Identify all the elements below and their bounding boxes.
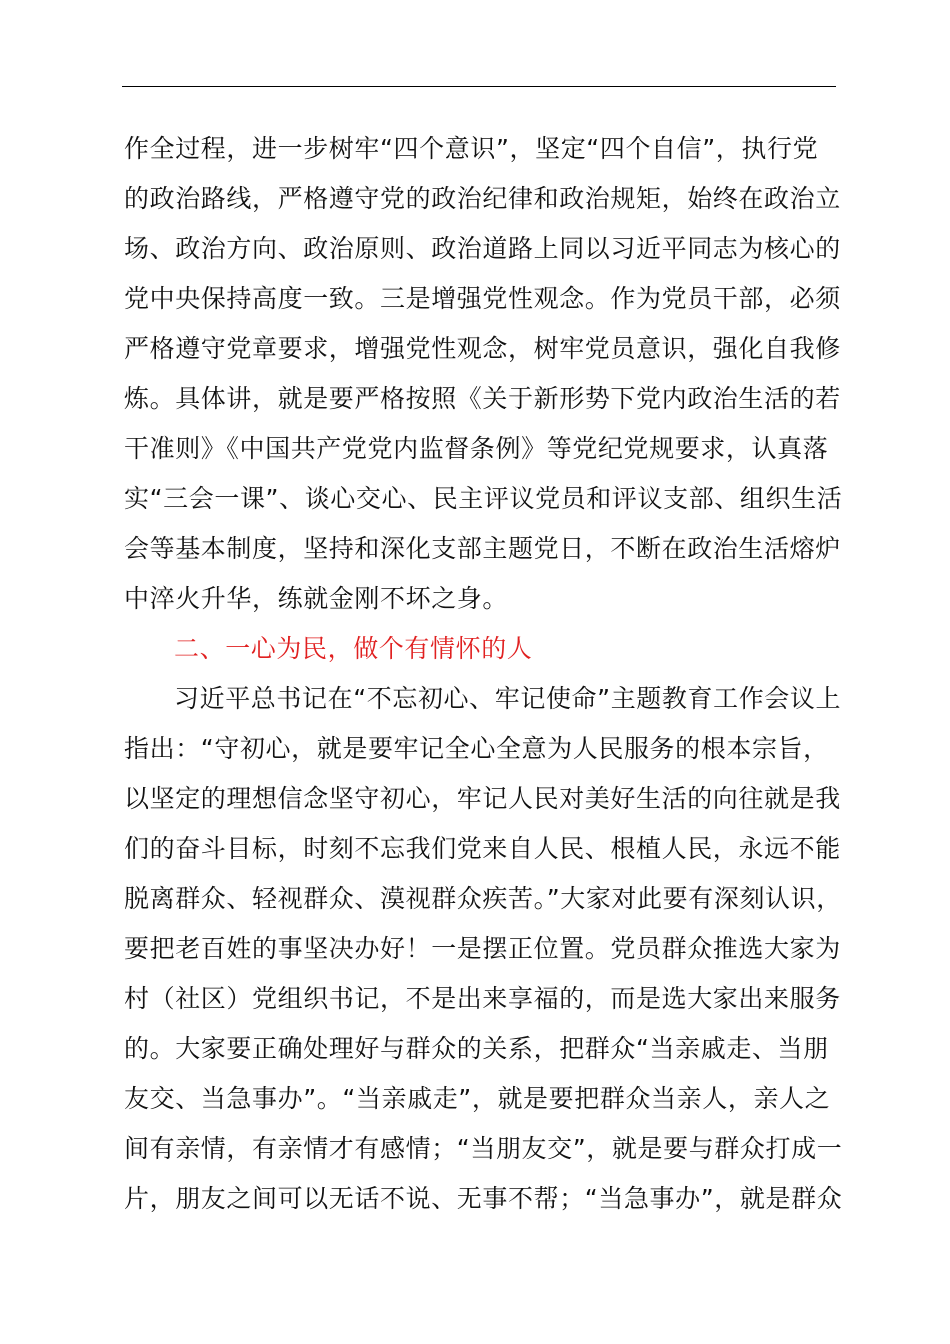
body-line: 的。大家要正确处理好与群众的关系，把群众“当亲戚走、当朋 [124,1034,829,1063]
body-line: 脱离群众、轻视群众、漠视群众疾苦。”大家对此要有深刻认识， [124,884,842,913]
body-line: 炼。具体讲，就是要严格按照《关于新形势下党内政治生活的若 [124,384,841,413]
body-line: 干准则》《中国共产党党内监督条例》等党纪党规要求，认真落 [124,434,829,463]
body-line: 间有亲情，有亲情才有感情；“当朋友交”，就是要与群众打成一 [124,1134,843,1163]
body-line: 的政治路线，严格遵守党的政治纪律和政治规矩，始终在政治立 [124,184,841,213]
body-line: 要把老百姓的事坚决办好！一是摆正位置。党员群众推选大家为 [124,934,841,963]
body-line: 会等基本制度，坚持和深化支部主题党日，不断在政治生活熔炉 [124,534,841,563]
body-line: 场、政治方向、政治原则、政治道路上同以习近平同志为核心的 [124,234,841,263]
body-line: 党中央保持高度一致。三是增强党性观念。作为党员干部，必须 [124,284,841,313]
body-line: 友交、当急事办”。“当亲戚走”，就是要把群众当亲人，亲人之 [124,1084,831,1113]
body-line: 严格遵守党章要求，增强党性观念，树牢党员意识，强化自我修 [124,334,841,363]
body-line: 们的奋斗目标，时刻不忘我们党来自人民、根植人民，永远不能 [124,834,841,863]
body-line: 以坚定的理想信念坚守初心，牢记人民对美好生活的向往就是我 [124,784,841,813]
section-heading: 二、一心为民，做个有情怀的人 [174,634,533,663]
header-rule [122,86,836,87]
body-line: 习近平总书记在“不忘初心、牢记使命”主题教育工作会议上 [174,684,842,713]
body-line: 实“三会一课”、谈心交心、民主评议党员和评议支部、组织生活 [124,484,843,513]
body-line: 指出：“守初心，就是要牢记全心全意为人民服务的根本宗旨， [124,734,829,763]
body-line: 片，朋友之间可以无话不说、无事不帮；“当急事办”，就是群众 [124,1184,843,1213]
body-line: 中淬火升华，练就金刚不坏之身。 [124,584,509,613]
body-line: 作全过程，进一步树牢“四个意识”，坚定“四个自信”，执行党 [124,134,819,163]
body-line: 村（社区）党组织书记，不是出来享福的，而是选大家出来服务 [124,984,841,1013]
